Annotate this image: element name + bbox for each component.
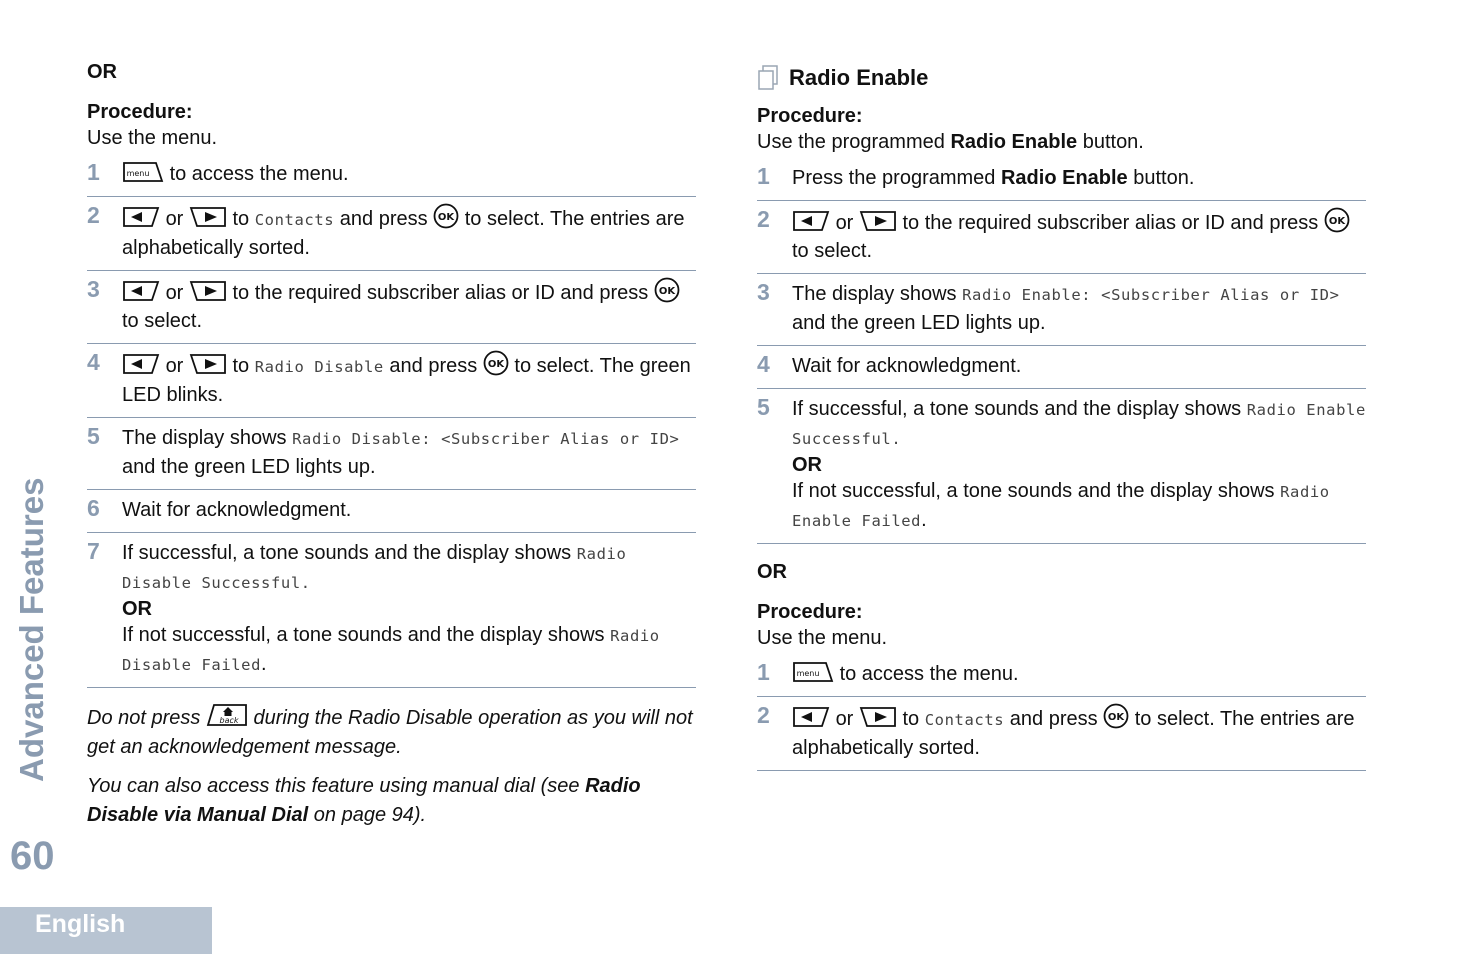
display-text: Radio Enable: <Subscriber Alias or ID> — [962, 286, 1340, 304]
step-text: to the required subscriber alias or ID and press — [902, 212, 1319, 234]
step-text: and the green LED lights up. — [122, 456, 376, 478]
period: . — [261, 653, 267, 675]
ok-key-icon — [654, 277, 680, 303]
note-text: on page 94). — [313, 804, 427, 826]
step-text: Wait for acknowledgment. — [792, 355, 1022, 377]
note-paragraph — [87, 772, 696, 830]
step-item — [87, 490, 696, 533]
or-word: or — [165, 208, 184, 230]
left-arrow-key-icon — [792, 209, 830, 233]
period: . — [921, 509, 927, 531]
step-text: and the green LED lights up. — [792, 312, 1046, 334]
right-arrow-key-icon — [189, 205, 227, 229]
left-column — [87, 0, 696, 830]
or-word: or — [835, 212, 854, 234]
step-number: 6 — [87, 495, 100, 521]
left-arrow-key-icon — [792, 705, 830, 729]
and-press-word: and press — [1009, 708, 1098, 730]
step-number: 3 — [757, 279, 770, 305]
display-text: Contacts — [254, 211, 335, 229]
step-number: 1 — [87, 159, 100, 185]
step-number: 4 — [757, 351, 770, 377]
step-number: 3 — [87, 276, 100, 302]
back-key-icon — [206, 702, 248, 728]
note-text: You can also access this feature using manual dial (see — [87, 775, 580, 797]
page-number: 60 — [10, 834, 55, 878]
procedure-label: Procedure: — [757, 105, 863, 127]
step-text: Wait for acknowledgment. — [122, 499, 352, 521]
right-arrow-key-icon — [189, 352, 227, 376]
step-text: to access the menu. — [169, 163, 349, 185]
procedure-text-part: button. — [1082, 131, 1144, 153]
procedure-text: Use the menu. — [87, 127, 218, 149]
or-heading: OR — [87, 61, 117, 83]
or-word: or — [165, 355, 184, 377]
step-number: 7 — [87, 538, 100, 564]
right-arrow-key-icon — [189, 279, 227, 303]
to-word: to — [902, 708, 920, 730]
step-item — [757, 158, 1366, 201]
or-subheading: OR — [122, 598, 152, 620]
step-item — [87, 418, 696, 490]
left-arrow-key-icon — [122, 352, 160, 376]
step-number: 2 — [87, 202, 100, 228]
section-title — [757, 64, 1366, 92]
step-text: to the required subscriber alias or ID and press — [232, 282, 649, 304]
and-press-word: and press — [339, 208, 428, 230]
step-item — [87, 533, 696, 688]
step-text: button. — [1133, 167, 1195, 189]
left-arrow-key-icon — [122, 279, 160, 303]
step-number: 2 — [757, 702, 770, 728]
step-item — [87, 154, 696, 197]
step-item — [87, 271, 696, 344]
menu-key-icon — [792, 660, 834, 684]
step-item — [757, 697, 1366, 771]
ok-key-icon — [433, 203, 459, 229]
display-text: Radio Disable Successful. — [122, 545, 627, 592]
procedure-label: Procedure: — [757, 601, 863, 623]
step-text: to select. — [122, 310, 203, 332]
step-text: The display shows — [122, 427, 287, 449]
step-text: to select. The entries are alphabetically sorted. — [122, 208, 685, 259]
step-number: 4 — [87, 349, 100, 375]
and-press-word: and press — [389, 355, 478, 377]
step-item — [757, 274, 1366, 346]
display-text: Contacts — [924, 711, 1005, 729]
step-text: If successful, a tone sounds and the display shows — [792, 398, 1242, 420]
display-text: Radio Disable — [254, 358, 384, 376]
procedure-text — [757, 128, 1366, 156]
ok-key-icon — [1103, 703, 1129, 729]
display-text: Radio Disable Failed — [122, 627, 660, 674]
menu-key-icon — [122, 160, 164, 184]
right-arrow-key-icon — [859, 705, 897, 729]
step-text: The display shows — [792, 283, 957, 305]
ok-key-icon — [483, 350, 509, 376]
to-word: to — [232, 208, 250, 230]
note-paragraph — [87, 702, 696, 762]
step-item — [757, 201, 1366, 274]
note-text: Do not press — [87, 707, 201, 729]
step-text: Press the programmed — [792, 167, 996, 189]
step-text: to access the menu. — [839, 663, 1019, 685]
step-text: to select. — [792, 240, 873, 262]
step-text: If not successful, a tone sounds and the display shows — [792, 480, 1275, 502]
right-column — [757, 0, 1366, 771]
language-label: English — [35, 910, 126, 938]
side-section-label: Advanced Features — [13, 477, 50, 782]
step-item — [757, 654, 1366, 697]
step-item — [87, 344, 696, 418]
or-word: or — [835, 708, 854, 730]
step-number: 5 — [87, 423, 100, 449]
or-subheading: OR — [792, 454, 822, 476]
procedure-label: Procedure: — [87, 101, 193, 123]
step-text: If successful, a tone sounds and the display shows — [122, 542, 572, 564]
feature-icon — [757, 65, 779, 91]
step-number: 1 — [757, 659, 770, 685]
step-text: to select. The entries are alphabetically sorted. — [792, 708, 1355, 759]
step-text: If not successful, a tone sounds and the display shows — [122, 624, 605, 646]
display-text: Radio Enable Successful. — [792, 401, 1366, 448]
step-number: 5 — [757, 394, 770, 420]
cross-reference-link[interactable]: Radio Disable via Manual Dial — [87, 775, 641, 826]
display-text: Radio Disable: <Subscriber Alias or ID> — [292, 430, 680, 448]
step-number: 2 — [757, 206, 770, 232]
display-text: Radio Enable Failed — [792, 483, 1330, 530]
button-name: Radio Enable — [1000, 167, 1128, 189]
procedure-text-part: Use the programmed — [757, 131, 945, 153]
step-text: to select. The green LED blinks. — [122, 355, 691, 406]
note-text: during the Radio Disable operation as you will not get an acknowledgement message. — [87, 707, 693, 758]
or-heading: OR — [757, 561, 787, 583]
procedure-text: Use the menu. — [757, 627, 888, 649]
step-number: 1 — [757, 163, 770, 189]
step-item — [757, 389, 1366, 544]
step-item — [757, 346, 1366, 389]
step-item — [87, 197, 696, 271]
button-name: Radio Enable — [950, 131, 1078, 153]
section-title-text: Radio Enable — [789, 65, 929, 90]
or-word: or — [165, 282, 184, 304]
right-arrow-key-icon — [859, 209, 897, 233]
ok-key-icon — [1324, 207, 1350, 233]
to-word: to — [232, 355, 250, 377]
left-arrow-key-icon — [122, 205, 160, 229]
